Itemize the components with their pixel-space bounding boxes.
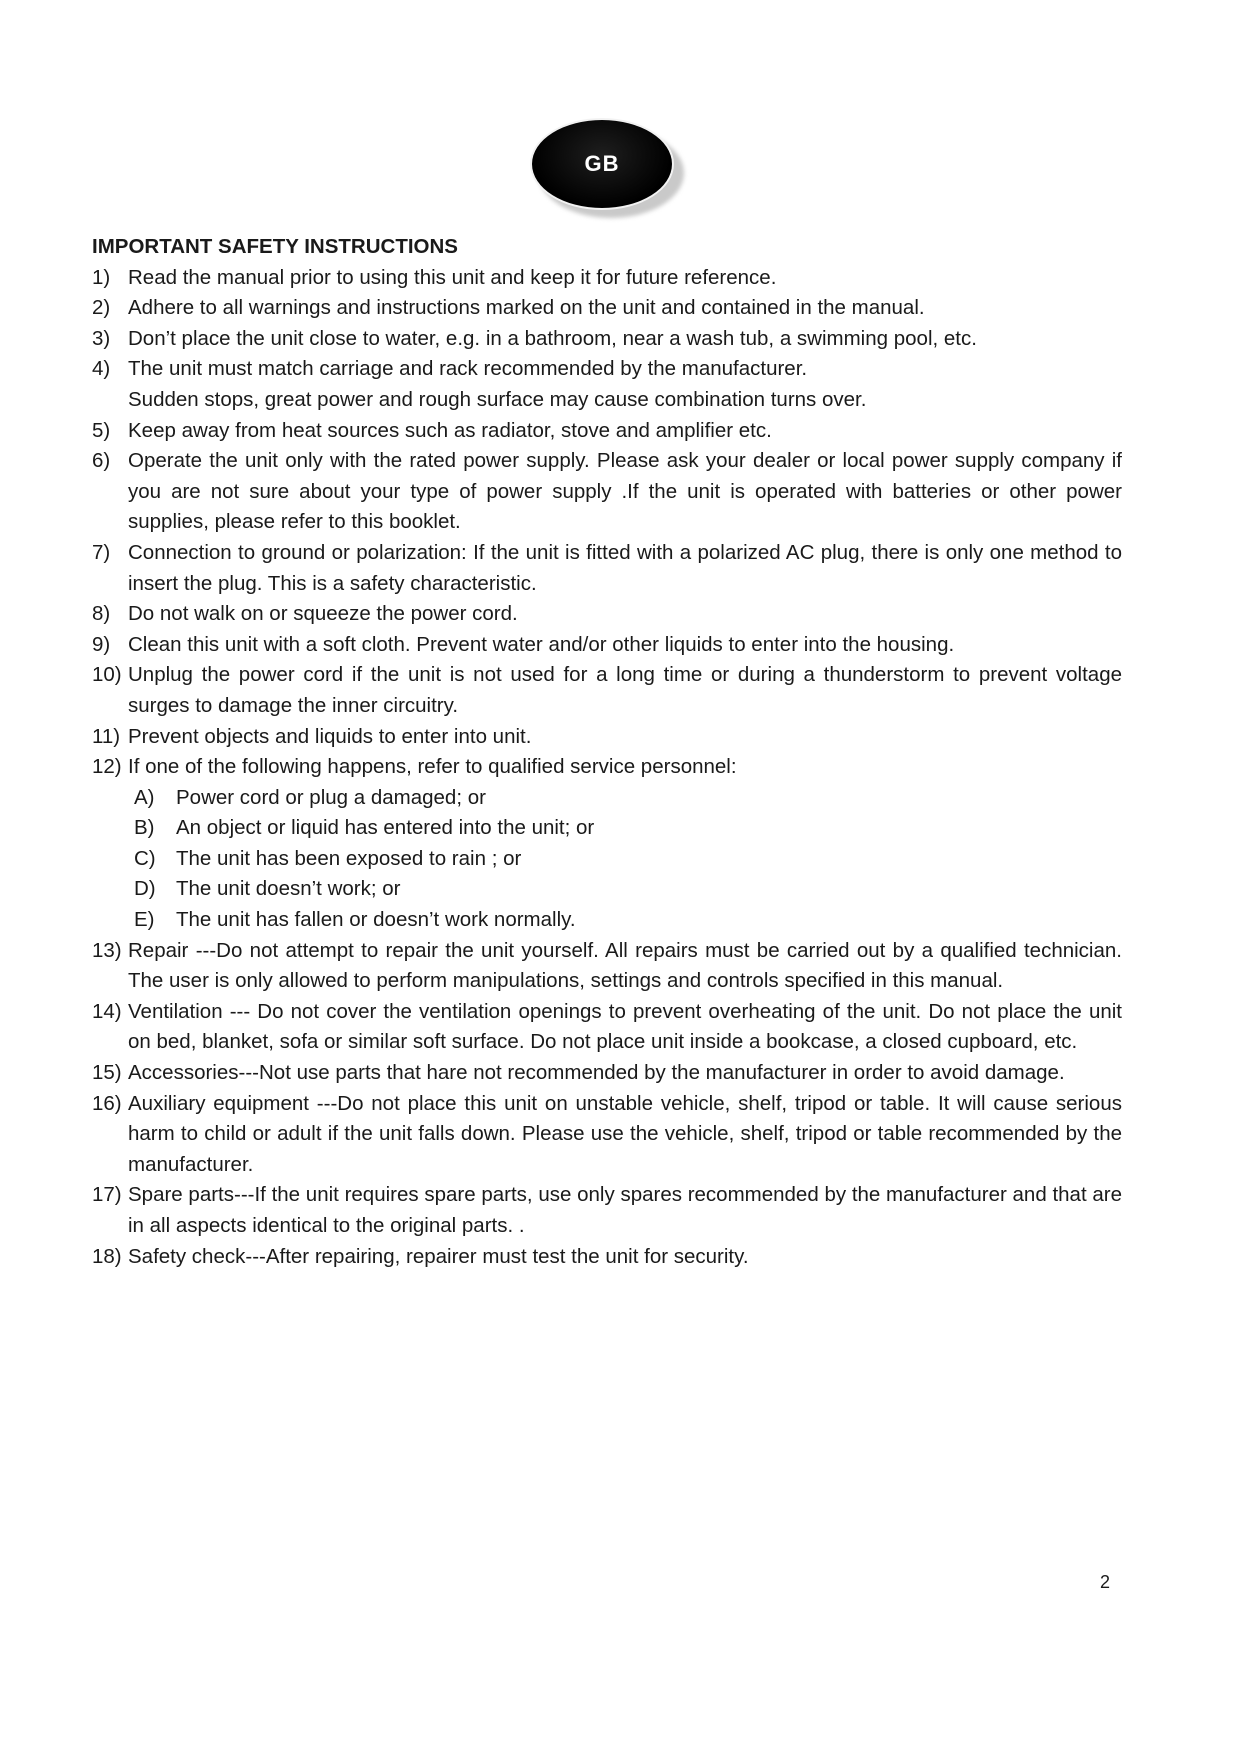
list-item <box>92 1242 1122 1273</box>
sub-list-item <box>134 844 1122 875</box>
list-item <box>92 660 1122 721</box>
sub-item-text: Power cord or plug a damaged; or <box>176 785 486 809</box>
list-item <box>92 354 1122 415</box>
sub-item-text: An object or liquid has entered into the unit; or <box>176 816 595 840</box>
item-text: Unplug the power cord if the unit is not used for a long time or during a thunderstorm to prevent voltage surges to damage the inner circuitry. <box>128 663 1122 717</box>
item-number: 18) <box>92 1244 122 1268</box>
item-number: 16) <box>92 1091 122 1115</box>
language-badge <box>530 118 684 220</box>
item-number: 11) <box>92 724 121 748</box>
sub-list-item <box>134 874 1122 905</box>
sub-list-item <box>134 783 1122 814</box>
item-number: 17) <box>92 1183 122 1207</box>
item-text: If one of the following happens, refer to qualified service personnel: <box>128 755 737 779</box>
item-number: 7) <box>92 540 111 564</box>
item-text: Do not walk on or squeeze the power cord. <box>128 602 518 626</box>
item-number: 14) <box>92 999 122 1023</box>
item-text: Keep away from heat sources such as radiator, stove and amplifier etc. <box>128 418 772 442</box>
sub-item-text: The unit has fallen or doesn’t work normally. <box>176 908 576 932</box>
item-text: Spare parts---If the unit requires spare parts, use only spares recommended by the manufacturer and that are in all aspects identical to the original parts. . <box>128 1183 1122 1237</box>
list-item <box>92 936 1122 997</box>
list-item <box>92 446 1122 538</box>
list-item <box>92 1089 1122 1181</box>
item-text: Connection to ground or polarization: If the unit is fitted with a polarized AC plug, there is only one method to insert the plug. This is a safety characteristic. <box>128 540 1122 595</box>
item-number: 6) <box>92 449 111 473</box>
badge-label: GB <box>584 151 620 176</box>
list-item <box>92 538 1122 599</box>
item-number: 10) <box>92 663 122 687</box>
item-text: Prevent objects and liquids to enter into unit. <box>128 724 532 748</box>
item-text: Safety check---After repairing, repairer must test the unit for security. <box>128 1244 749 1268</box>
page-heading: IMPORTANT SAFETY INSTRUCTIONS <box>92 235 458 258</box>
list-item <box>92 1058 1122 1089</box>
item-text: Read the manual prior to using this unit and keep it for future reference. <box>128 265 777 289</box>
sub-item-letter: B) <box>134 816 155 840</box>
item-number: 9) <box>92 632 111 656</box>
list-item <box>92 997 1122 1058</box>
list-item <box>92 293 1122 324</box>
list-item <box>92 324 1122 355</box>
sub-item-letter: A) <box>134 785 155 809</box>
badge-oval <box>530 118 674 210</box>
item-text: Repair ---Do not attempt to repair the unit yourself. All repairs must be carried out by a qualified technician. The user is only allowed to perform manipulations, settings and controls specified in this manual. <box>128 938 1122 993</box>
sub-item-letter: D) <box>134 877 156 901</box>
item-text: Auxiliary equipment ---Do not place this unit on unstable vehicle, shelf, tripod or table. It will cause serious harm to child or adult if the unit falls down. Please use the vehicle, shelf, tripod or table recommended by the manufacturer. <box>128 1091 1122 1176</box>
safety-instructions <box>92 232 1122 1272</box>
item-text: Operate the unit only with the rated power supply. Please ask your dealer or local power supply company if you are not sure about your type of power supply .If the unit is operated with batteries or other power supplies, please refer to this booklet. <box>128 449 1122 534</box>
item-text: Clean this unit with a soft cloth. Prevent water and/or other liquids to enter into the housing. <box>128 632 955 656</box>
list-item <box>92 263 1122 294</box>
sub-list-item <box>134 813 1122 844</box>
item-text-line-1: The unit must match carriage and rack recommended by the manufacturer. <box>128 357 808 381</box>
item-number: 5) <box>92 418 111 442</box>
sub-item-text: The unit has been exposed to rain ; or <box>176 846 522 870</box>
list-item <box>92 630 1122 661</box>
item-number: 12) <box>92 755 122 779</box>
sub-item-letter: C) <box>134 846 156 870</box>
item-text: Accessories---Not use parts that hare not recommended by the manufacturer in order to avoid damage. <box>128 1061 1065 1085</box>
sub-item-text: The unit doesn’t work; or <box>176 877 401 901</box>
item-text: Don’t place the unit close to water, e.g. in a bathroom, near a wash tub, a swimming pool, etc. <box>128 326 977 350</box>
item-number: 13) <box>92 938 122 962</box>
item-number: 3) <box>92 326 111 350</box>
item-text <box>128 354 1122 415</box>
item-number: 4) <box>92 357 111 381</box>
sub-item-letter: E) <box>134 908 155 932</box>
item-text: Ventilation --- Do not cover the ventilation openings to prevent overheating of the unit. Do not place the unit on bed, blanket, sofa or similar soft surface. Do not place unit inside a bookcase, a closed cupboard, etc. <box>128 999 1122 1054</box>
page-number: 2 <box>1100 1572 1111 1592</box>
list-item <box>92 752 1122 783</box>
item-number: 2) <box>92 296 111 320</box>
item-number: 8) <box>92 602 111 626</box>
item-text-line-2: Sudden stops, great power and rough surface may cause combination turns over. <box>128 387 867 411</box>
item-text: Adhere to all warnings and instructions marked on the unit and contained in the manual. <box>128 296 925 320</box>
list-item <box>92 599 1122 630</box>
list-item <box>92 1180 1122 1241</box>
list-item <box>92 416 1122 447</box>
item-number: 1) <box>92 265 111 289</box>
list-item <box>92 722 1122 753</box>
item-number: 15) <box>92 1061 122 1085</box>
sub-list-item <box>134 905 1122 936</box>
